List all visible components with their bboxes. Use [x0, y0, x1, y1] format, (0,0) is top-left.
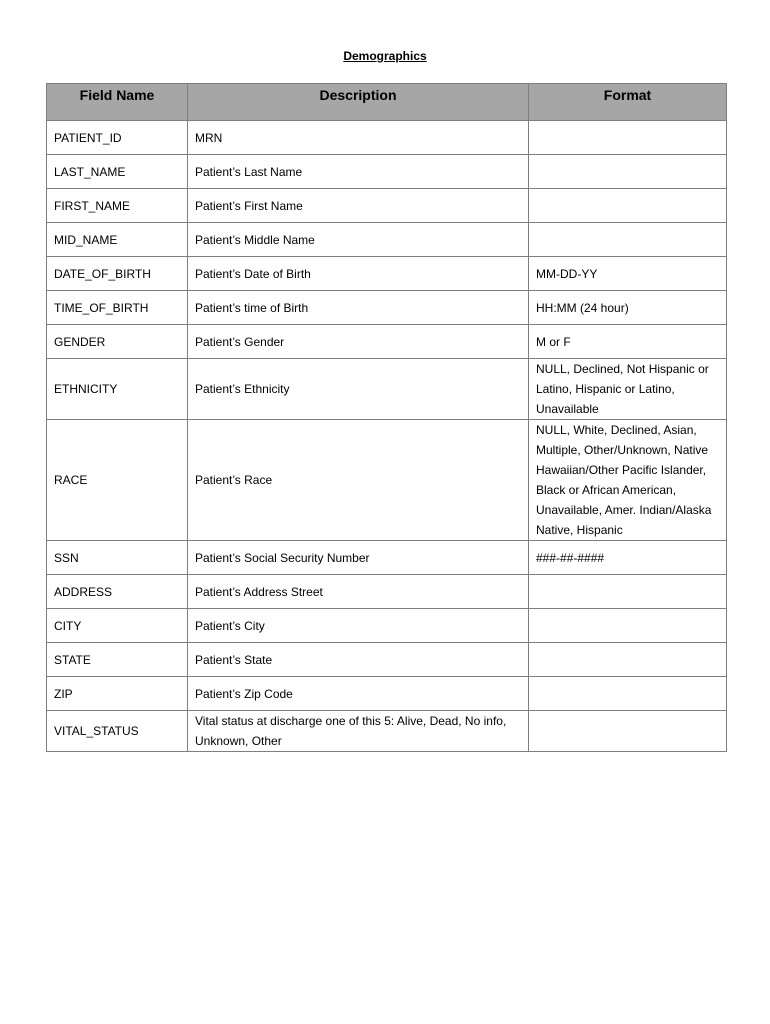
- format-cell: [529, 677, 727, 711]
- table-row: [47, 155, 727, 189]
- column-header-field-name: Field Name: [47, 84, 188, 121]
- field-name-cell: VITAL_STATUS: [47, 711, 188, 752]
- description-cell: Patient’s Social Security Number: [188, 541, 529, 575]
- table-row: [47, 711, 727, 752]
- description-cell: Patient’s First Name: [188, 189, 529, 223]
- format-cell: [529, 609, 727, 643]
- table-row: [47, 643, 727, 677]
- field-name-cell: DATE_OF_BIRTH: [47, 257, 188, 291]
- field-name-cell: MID_NAME: [47, 223, 188, 257]
- format-cell: [529, 711, 727, 752]
- table-row: [47, 257, 727, 291]
- table-row: [47, 677, 727, 711]
- document-title: Demographics: [343, 49, 427, 63]
- format-cell: NULL, Declined, Not Hispanic or Latino, Hispanic or Latino, Unavailable: [529, 359, 727, 420]
- field-name-cell: ADDRESS: [47, 575, 188, 609]
- table-row: [47, 575, 727, 609]
- format-cell: [529, 643, 727, 677]
- description-cell: Vital status at discharge one of this 5: Alive, Dead, No info, Unknown, Other: [188, 711, 529, 752]
- field-name-cell: STATE: [47, 643, 188, 677]
- format-cell: ###-##-####: [529, 541, 727, 575]
- description-cell: Patient’s Date of Birth: [188, 257, 529, 291]
- field-name-cell: SSN: [47, 541, 188, 575]
- format-cell: [529, 575, 727, 609]
- description-cell: Patient’s Gender: [188, 325, 529, 359]
- description-cell: Patient’s City: [188, 609, 529, 643]
- description-cell: Patient’s Race: [188, 420, 529, 541]
- field-name-cell: GENDER: [47, 325, 188, 359]
- table-row: [47, 359, 727, 420]
- table-row: [47, 121, 727, 155]
- format-cell: NULL, White, Declined, Asian, Multiple, Other/Unknown, Native Hawaiian/Other Pacific Islander, Black or African American, Unavailable, Amer. Indian/Alaska Native, Hispanic: [529, 420, 727, 541]
- description-cell: Patient’s Middle Name: [188, 223, 529, 257]
- description-cell: Patient’s Address Street: [188, 575, 529, 609]
- field-name-cell: CITY: [47, 609, 188, 643]
- format-cell: M or F: [529, 325, 727, 359]
- format-cell: [529, 223, 727, 257]
- format-cell: [529, 189, 727, 223]
- field-name-cell: ETHNICITY: [47, 359, 188, 420]
- table-row: [47, 609, 727, 643]
- table-row: [47, 541, 727, 575]
- format-cell: [529, 155, 727, 189]
- table-row: [47, 291, 727, 325]
- column-header-format: Format: [529, 84, 727, 121]
- field-name-cell: ZIP: [47, 677, 188, 711]
- format-cell: HH:MM (24 hour): [529, 291, 727, 325]
- table-row: [47, 189, 727, 223]
- field-name-cell: FIRST_NAME: [47, 189, 188, 223]
- description-cell: Patient’s State: [188, 643, 529, 677]
- field-name-cell: RACE: [47, 420, 188, 541]
- header-row: [47, 84, 727, 121]
- table-row: [47, 420, 727, 541]
- format-cell: [529, 121, 727, 155]
- table-row: [47, 223, 727, 257]
- field-name-cell: PATIENT_ID: [47, 121, 188, 155]
- field-name-cell: LAST_NAME: [47, 155, 188, 189]
- demographics-table: [46, 83, 727, 752]
- column-header-description: Description: [188, 84, 529, 121]
- description-cell: Patient’s time of Birth: [188, 291, 529, 325]
- description-cell: MRN: [188, 121, 529, 155]
- table-row: [47, 325, 727, 359]
- description-cell: Patient’s Zip Code: [188, 677, 529, 711]
- description-cell: Patient’s Ethnicity: [188, 359, 529, 420]
- field-name-cell: TIME_OF_BIRTH: [47, 291, 188, 325]
- format-cell: MM-DD-YY: [529, 257, 727, 291]
- description-cell: Patient’s Last Name: [188, 155, 529, 189]
